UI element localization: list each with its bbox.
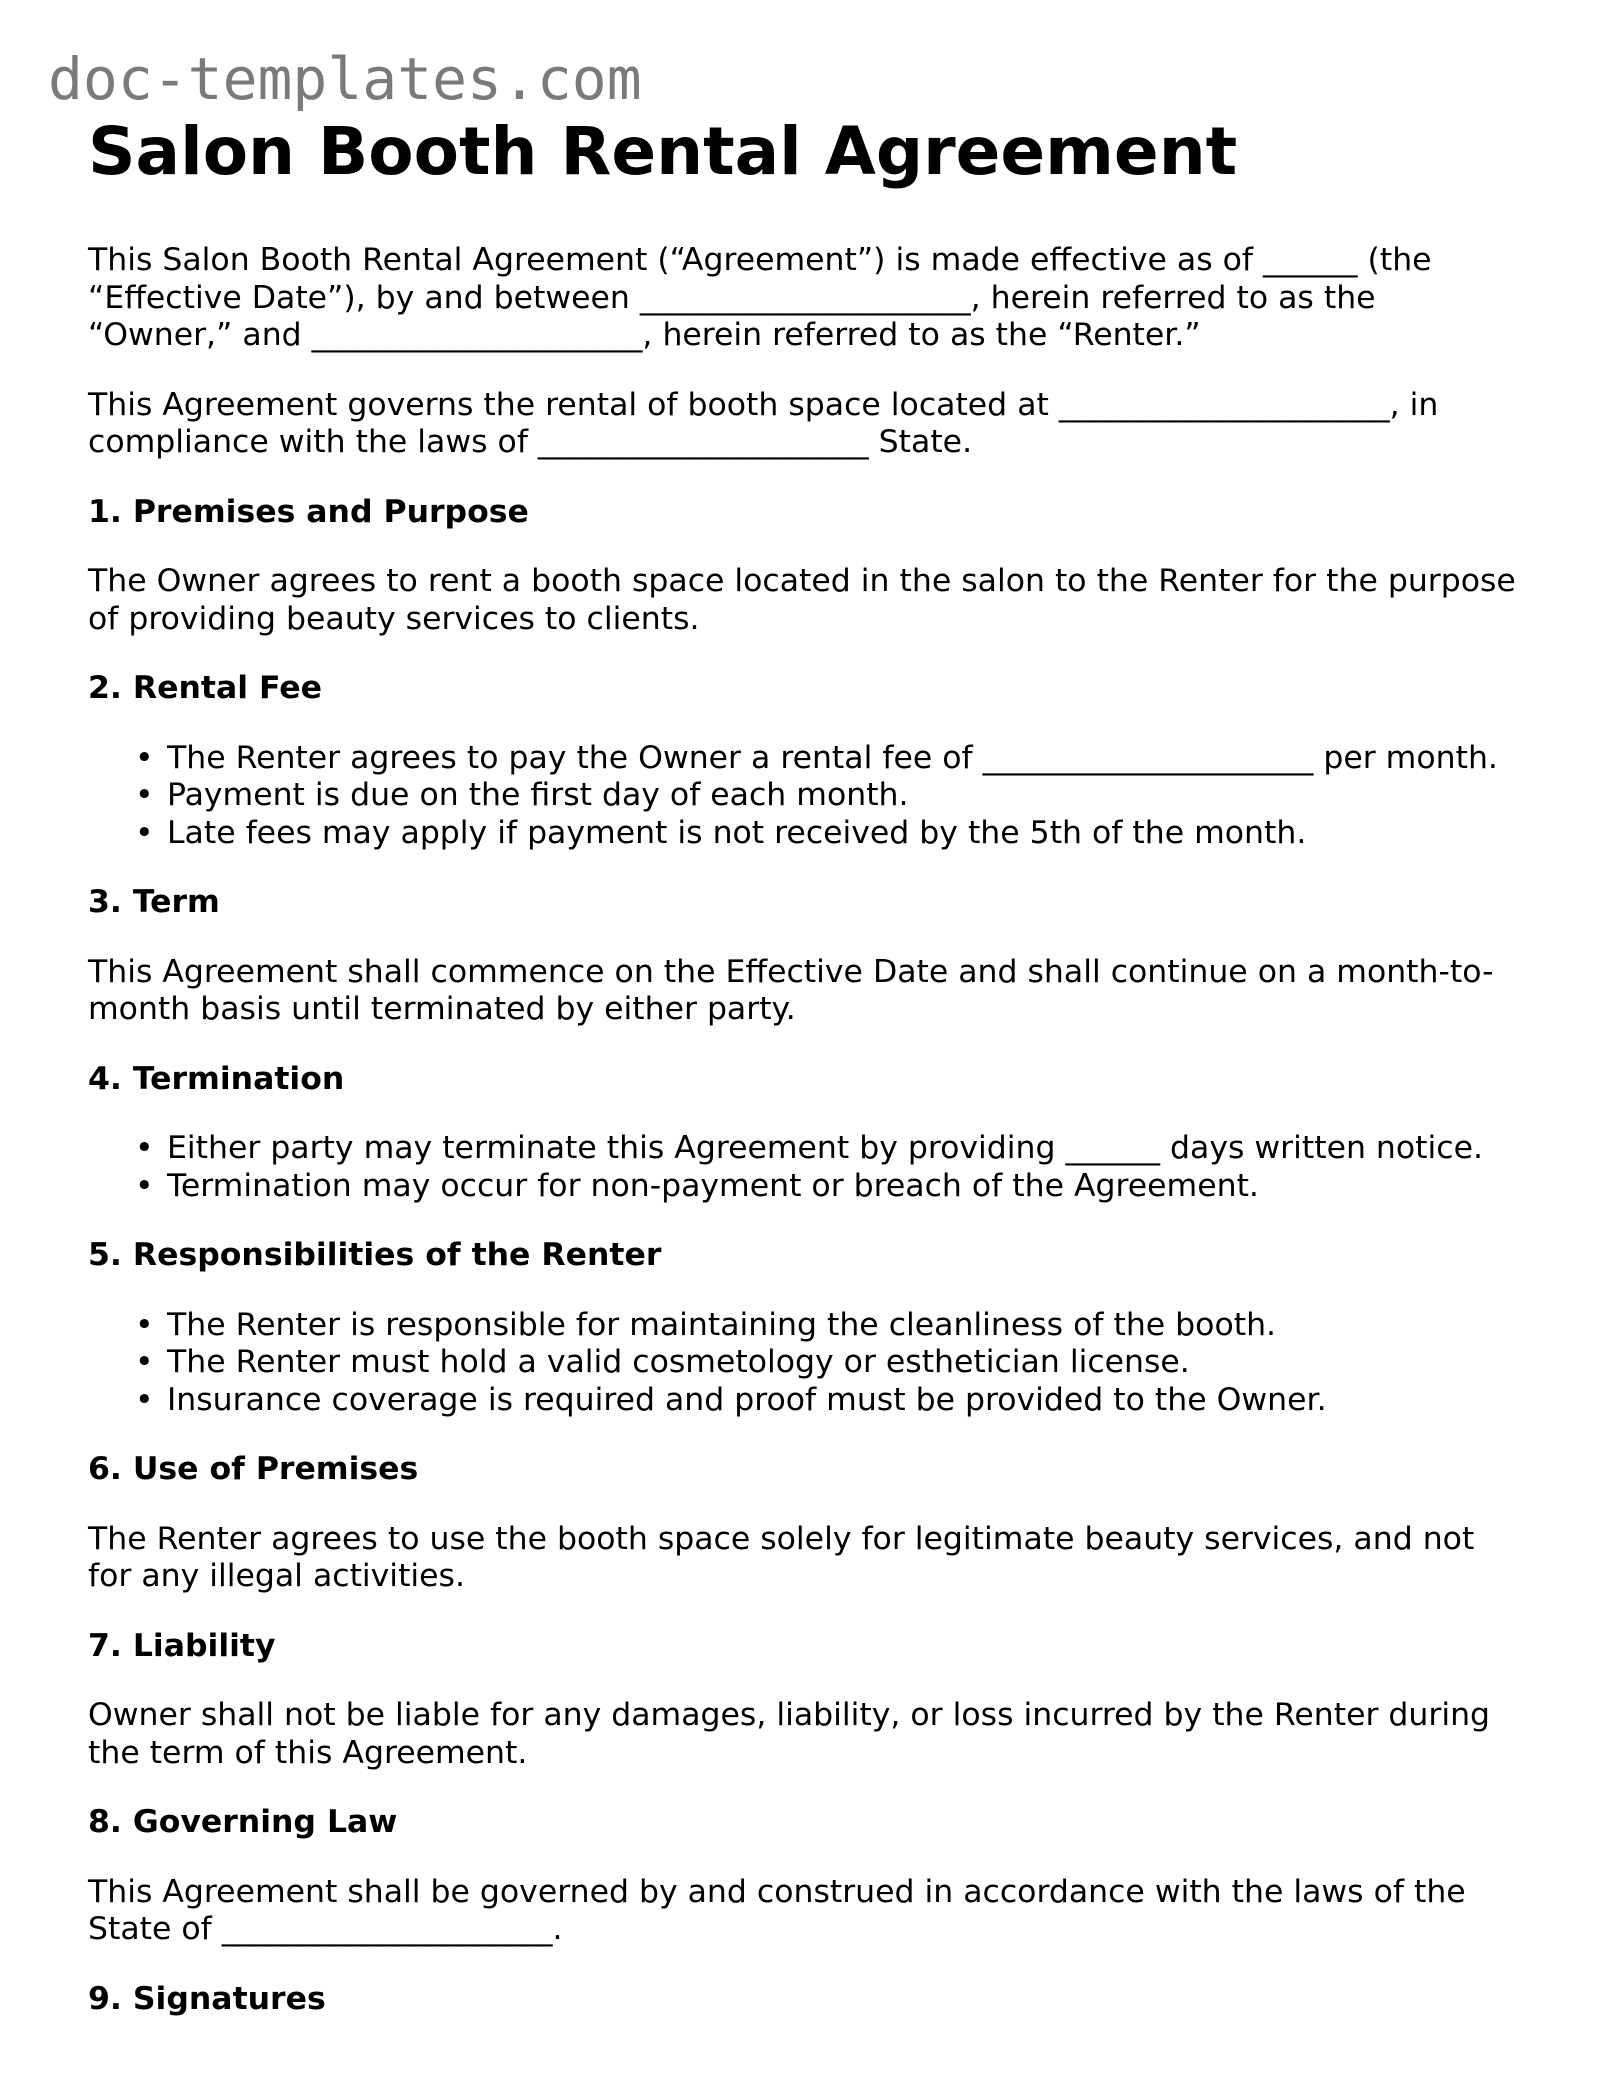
bullet-icon: • — [135, 1381, 154, 1418]
list-item: • The Renter must hold a valid cosmetology or esthetician license. — [135, 1344, 1190, 1380]
section-heading-term: 3. Term — [88, 884, 220, 920]
section-heading-premises: 1. Premises and Purpose — [88, 493, 529, 530]
section-heading-governing-law: 8. Governing Law — [88, 1804, 398, 1840]
section-body-premises: The Owner agrees to rent a booth space located in the salon to the Renter for the purpose of providing beauty services to clients. — [88, 563, 1516, 637]
section-heading-use-of-premises: 6. Use of Premises — [88, 1451, 419, 1487]
responsibilities-list — [88, 1307, 1528, 1420]
document-title: Salon Booth Rental Agreement — [88, 113, 1238, 190]
section-heading-signatures: 9. Signatures — [88, 1980, 326, 2017]
bullet-icon: • — [135, 1344, 154, 1380]
intro-paragraph-1: This Salon Booth Rental Agreement (“Agreement”) is made effective as of ______ (the “Effective Date”), by and between _____________________, herein referred to as the “Owner,” and _____________________, herein referred to as the “Renter.” — [88, 242, 1432, 353]
section-body-liability: Owner shall not be liable for any damages, liability, or loss incurred by the Renter during the term of this Agreement. — [88, 1697, 1491, 1771]
section-body-governing-law: This Agreement shall be governed by and construed in accordance with the laws of the State of _____________________. — [88, 1873, 1466, 1947]
list-item: • Either party may terminate this Agreement by providing ______ days written notice. — [135, 1130, 1483, 1166]
bullet-icon: • — [135, 1167, 154, 1204]
list-item: • The Renter agrees to pay the Owner a rental fee of _____________________ per month. — [135, 739, 1498, 776]
list-item: • Late fees may apply if payment is not received by the 5th of the month. — [135, 814, 1307, 851]
rental-fee-list — [88, 740, 1528, 853]
list-item: • The Renter is responsible for maintaining the cleanliness of the booth. — [135, 1306, 1277, 1343]
bullet-icon: • — [135, 777, 154, 813]
section-heading-rental-fee: 2. Rental Fee — [88, 670, 322, 706]
watermark-logo: doc-templates.com — [48, 45, 642, 113]
list-item: • Payment is due on the first day of each month. — [135, 777, 909, 813]
bullet-icon: • — [135, 739, 154, 776]
termination-list — [88, 1130, 1528, 1205]
intro-paragraph-2: This Agreement governs the rental of booth space located at _____________________, in compliance with the laws of _____________________ State. — [88, 386, 1439, 460]
section-heading-responsibilities: 5. Responsibilities of the Renter — [88, 1237, 662, 1273]
section-body-use-of-premises: The Renter agrees to use the booth space solely for legitimate beauty services, and not for any illegal activities. — [88, 1520, 1475, 1594]
list-item: • Termination may occur for non-payment or breach of the Agreement. — [135, 1167, 1259, 1204]
section-heading-liability: 7. Liability — [88, 1627, 276, 1664]
bullet-icon: • — [135, 1306, 154, 1343]
bullet-icon: • — [135, 814, 154, 851]
bullet-icon: • — [135, 1130, 154, 1166]
section-body-term: This Agreement shall commence on the Effective Date and shall continue on a month-to- month basis until terminated by either party. — [88, 953, 1494, 1027]
section-heading-termination: 4. Termination — [88, 1060, 345, 1097]
document-page — [88, 112, 1528, 2018]
list-item: • Insurance coverage is required and proof must be provided to the Owner. — [135, 1381, 1327, 1418]
